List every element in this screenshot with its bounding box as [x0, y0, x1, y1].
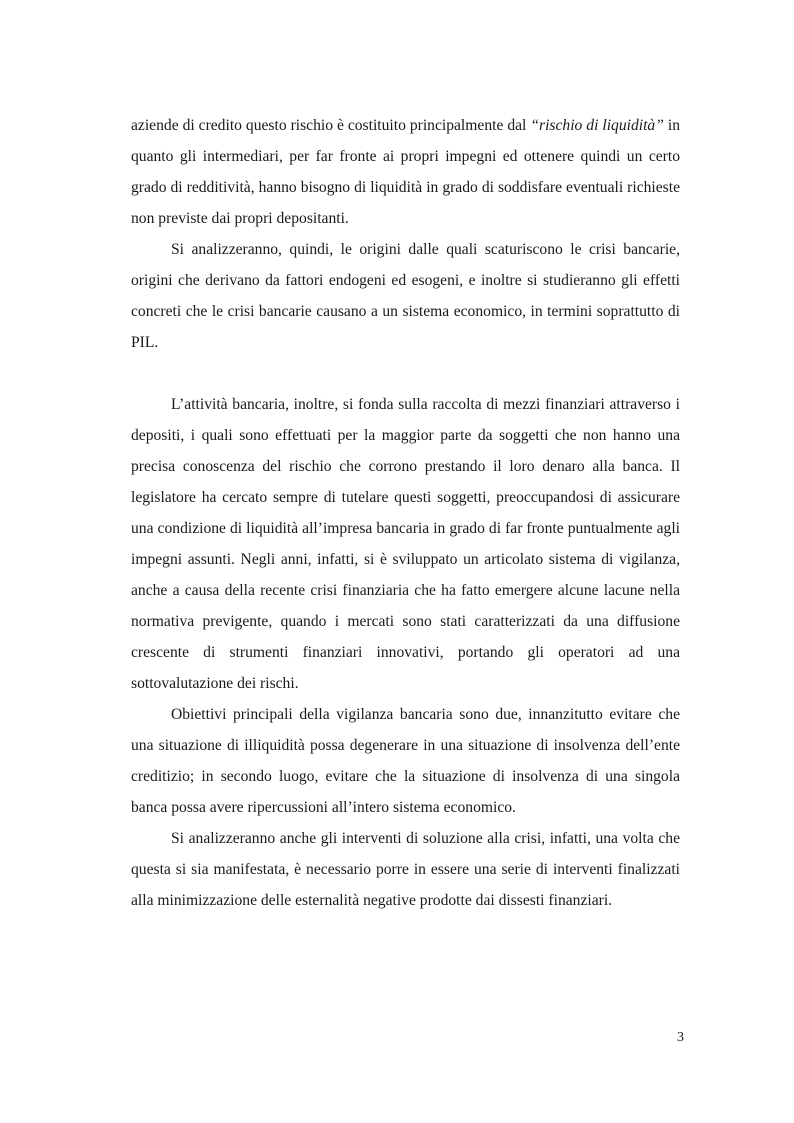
body-text [131, 110, 680, 916]
paragraph-5-text: Si analizzeranno anche gli interventi di soluzione alla crisi, infatti, una volta che questa si sia manifestata, è necessario porre in essere una serie di interventi finalizzati alla minimizzazione delle esternalità negative prodotte dai dissesti finanziari. [131, 830, 680, 909]
page-number: 3 [677, 1030, 684, 1045]
paragraph-3 [131, 389, 680, 699]
paragraph-4-text: Obiettivi principali della vigilanza bancaria sono due, innanzitutto evitare che una situazione di illiquidità possa degenerare in una situazione di insolvenza dell’ente creditizio; in secondo luogo, evitare che la situazione di insolvenza di una singola banca possa avere ripercussioni all’intero sistema economico. [131, 706, 680, 816]
paragraph-5 [131, 823, 680, 916]
paragraph-1-italic-term: “rischio di liquidità” [530, 117, 664, 134]
paragraph-3-text: L’attività bancaria, inoltre, si fonda sulla raccolta di mezzi finanziari attraverso i depositi, i quali sono effettuati per la maggior parte da soggetti che non hanno una precisa conoscenza del rischio che corrono prestando il loro denaro alla banca. Il legislatore ha cercato sempre di tutelare questi soggetti, preoccupandosi di assicurare una condizione di liquidità all’impresa bancaria in grado di far fronte puntualmente agli impegni assunti. Negli anni, infatti, si è sviluppato un articolato sistema di vigilanza, anche a causa della recente crisi finanziaria che ha fatto emergere alcune lacune nella normativa previgente, quando i mercati sono stati caratterizzati da una diffusione crescente di strumenti finanziari innovativi, portando gli operatori ad una sottovalutazione dei rischi. [131, 396, 680, 692]
paragraph-1-segment-3: in quanto gli intermediari, per far fronte ai propri impegni ed ottenere quindi un certo grado di redditività, hanno bisogno di liquidità in grado di soddisfare eventuali richieste non previste dai propri depositanti. [131, 117, 680, 227]
paragraph-4 [131, 699, 680, 823]
paragraph-1-segment-1: aziende di credito questo rischio è costituito principalmente dal [131, 117, 531, 134]
paragraph-2-text: Si analizzeranno, quindi, le origini dalle quali scaturiscono le crisi bancarie, origini che derivano da fattori endogeni ed esogeni, e inoltre si studieranno gli effetti concreti che le crisi bancarie causano a un sistema economico, in termini soprattutto di PIL. [131, 241, 680, 351]
paragraph-2 [131, 234, 680, 358]
paragraph-1 [131, 110, 680, 234]
